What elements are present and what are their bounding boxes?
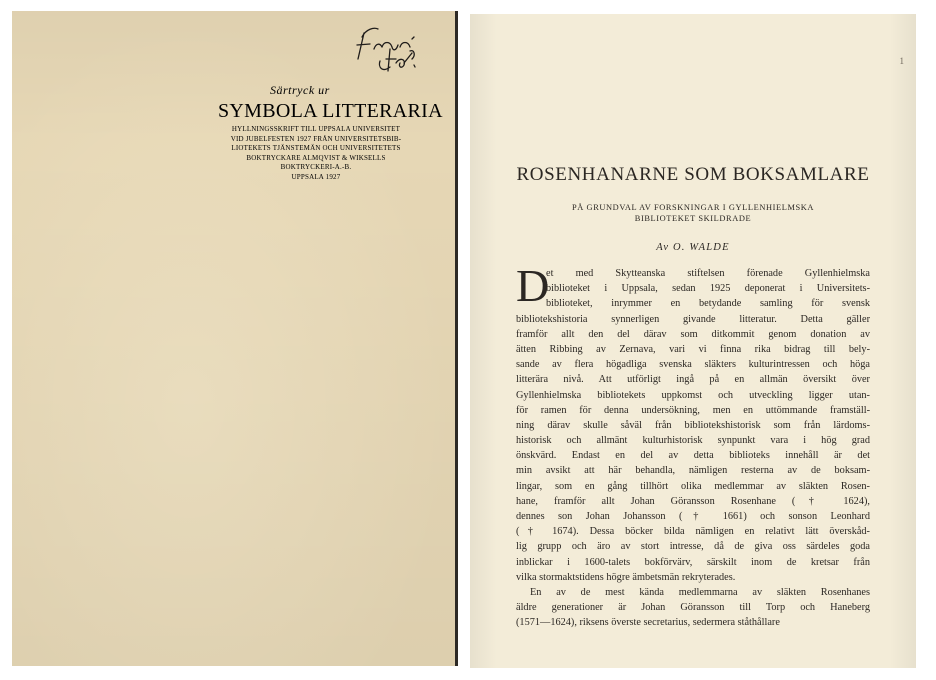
details-line: HYLLNINGSSKRIFT TILL UPPSALA UNIVERSITET [231,125,401,133]
cover-page [12,11,458,666]
article-subtitle [530,202,856,224]
body-line: ning därav skulle såväl från bibliotekshistorisk som från lärdoms- [516,419,870,431]
body-line: (1571—1624), riksens överste secretarius, sedermera ståthållare [516,617,780,629]
article-author: Av O. WALDE [656,242,730,253]
body-line: († 1674). Dessa böcker bilda nämligen en relativt lätt överskåd- [516,526,870,538]
drop-cap: D [516,260,550,311]
body-line: vilka stormaktstidens högre ämbetsmän rekryterades. [516,571,736,583]
body-line: En av de mest kända medlemmarna av släkten Rosenhanes [530,586,870,598]
details-line: UPPSALA 1927 [291,172,341,181]
body-line: historisk och allmänt kulturhistorisk synpunkt vara i hög grad [516,435,870,447]
body-line: et med Skytteanska stiftelsen förenade Gyllenhielmska [546,268,870,279]
subtitle-line: PÅ GRUNDVAL AV FORSKNINGAR I GYLLENHIELMSKA [571,203,815,212]
body-line: hane, framför allt Johan Göransson Rosenhane († 1624), [516,495,870,507]
body-line: framför allt den del därav som ditkommit genom donation av [516,328,870,340]
handwritten-signature [352,19,430,75]
body-line: lingar, som en gång tillhört olika medlemmar av släkten Rosen- [516,480,870,492]
body-line: ätten Ribbing av Zernava, vari vi finna rika bidrag till bely- [516,343,870,355]
body-line: lig grupp och äro av stort intresse, då de giva oss särdeles goda [516,541,870,553]
article-page [470,14,916,668]
article-body [516,266,870,631]
body-line: dennes son Johan Johansson († 1661) och sonson Leonhard [516,511,870,522]
body-line: biblioteket i Uppsala, sedan 1925 deponerat i Universitets- [546,283,870,295]
body-line: biblioteket, inrymmer en betydande samling för svensk [546,298,870,310]
reprint-label: Särtryck ur [270,83,330,97]
details-line: VID JUBELFESTEN 1927 FRÅN UNIVERSITETSBIB- [230,134,402,143]
body-line: litterära nivå. Att utförligt ingå på en allmän översikt över [516,374,870,386]
body-line: min avsikt att här behandla, nämligen resterna av de boksam- [516,465,870,477]
details-line: BOKTRYCKARE ALMQVIST & WIKSELLS [246,153,386,162]
body-line: äldre generationer är Johan Göransson till Torp och Haneberg [516,602,870,614]
article-title: ROSENHANARNE SOM BOKSAMLARE [516,164,870,185]
publication-details [218,125,414,183]
body-line: inblickar i 1600-talets bokförvärv, särskilt inom de kretsar från [516,556,870,568]
details-line: BOKTRYCKERI-A.-B. [280,163,352,172]
body-line: för ramen för denna undersökning, men en uttömmande framställ- [516,404,870,416]
body-line: sande av flera högadliga svenska släkters kulturintressen och höga [516,359,870,371]
page-mark: 1 [899,56,904,66]
body-line: bibliotekshistoria synnerligen givande litteratur. Detta gäller [516,313,870,325]
body-line: Gyllenhielmska bibliotekets uppkomst och utveckling ligger utan- [516,389,870,401]
body-line: önskvärd. Endast en del av detta biblioteks innehåll är det [516,450,870,462]
publication-title: SYMBOLA LITTERARIA [218,100,443,122]
subtitle-line: BIBLIOTEKET SKILDRADE [634,214,752,223]
details-line: LIOTEKETS TJÄNSTEMÄN OCH UNIVERSITETETS [231,144,401,153]
